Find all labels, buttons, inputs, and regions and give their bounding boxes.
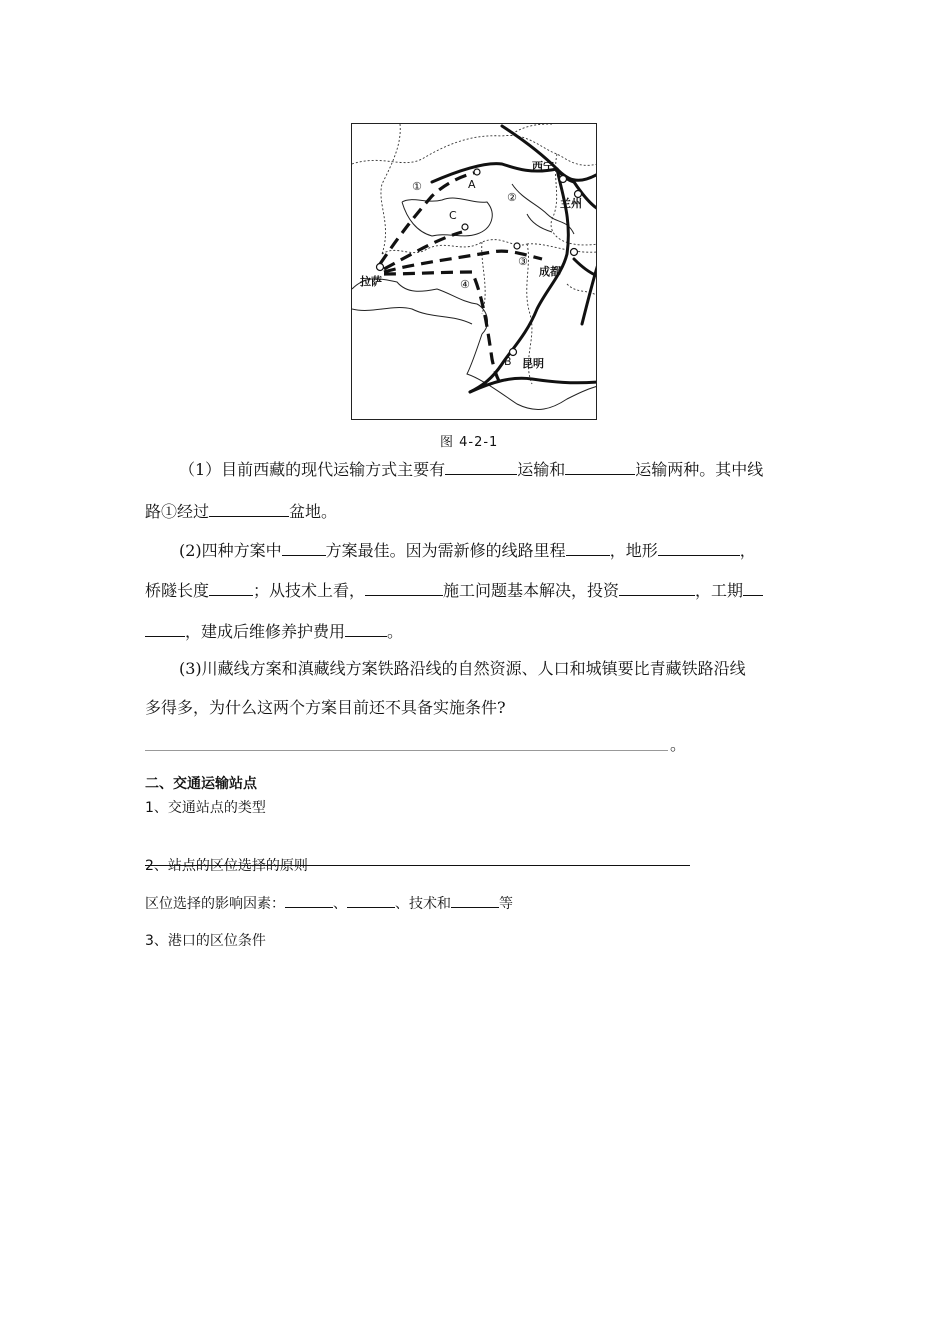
q2-text-1: (2)四种方案中 <box>179 541 282 560</box>
factors-suffix: 等 <box>499 896 513 912</box>
answer-blank[interactable] <box>743 581 763 596</box>
answer-blank[interactable] <box>209 502 289 517</box>
answer-blank[interactable] <box>285 895 333 908</box>
label-point-b: B <box>504 355 512 368</box>
answer-blank[interactable] <box>451 895 499 908</box>
question-1-line-1 <box>179 460 763 478</box>
section-item-2: 2、站点的区位选择的原则 <box>145 858 308 874</box>
question-3-line-1: (3)川藏线方案和滇藏线方案铁路沿线的自然资源、人口和城镇要比青藏铁路沿线 <box>179 659 746 678</box>
question-2-line-2 <box>145 581 763 599</box>
answer-blank[interactable] <box>565 460 635 475</box>
section-heading: 二、交通运输站点 <box>145 776 257 792</box>
label-xining: 西宁 <box>532 160 554 173</box>
label-route-3: ③ <box>518 255 528 268</box>
separator: 、 <box>333 896 347 912</box>
q2-text-5: 桥隧长度 <box>145 581 210 600</box>
question-3-line-2: 多得多，为什么这两个方案目前还不具备实施条件? <box>145 698 506 717</box>
section-item-3: 3、港口的区位条件 <box>145 933 266 949</box>
question-2-line-1 <box>179 541 756 559</box>
factors-label: 区位选择的影响因素： <box>145 896 285 912</box>
label-kunming: 昆明 <box>522 357 544 370</box>
strike-line <box>145 865 690 866</box>
section-item-1: 1、交通站点的类型 <box>145 800 266 816</box>
question-1-line-2 <box>145 502 337 520</box>
answer-end-mark: 。 <box>670 735 687 754</box>
label-chengdu: 成都 <box>539 265 561 278</box>
label-route-4: ④ <box>460 278 470 291</box>
label-lanzhou: 兰州 <box>560 197 582 210</box>
label-route-1: ① <box>412 180 422 193</box>
answer-blank[interactable] <box>365 581 443 596</box>
figure-caption: 图 4-2-1 <box>440 435 499 450</box>
label-point-a: A <box>468 178 476 191</box>
answer-blank[interactable] <box>282 541 326 556</box>
answer-blank[interactable] <box>345 622 387 637</box>
answer-blank[interactable] <box>445 460 517 475</box>
answer-line[interactable] <box>145 750 668 751</box>
q2-text-8: ，工期 <box>695 581 744 600</box>
separator: 、技术和 <box>395 896 451 912</box>
label-lhasa: 拉萨 <box>360 275 382 288</box>
q2-text-3: ，地形 <box>609 541 658 560</box>
answer-blank[interactable] <box>209 581 253 596</box>
location-factors-line <box>145 893 513 913</box>
question-2-line-3 <box>145 622 403 640</box>
q1-text-4: 路①经过 <box>145 502 210 521</box>
q2-text-10: 。 <box>387 622 404 641</box>
q1-text-2: 运输和 <box>517 460 566 479</box>
answer-blank[interactable] <box>145 622 185 637</box>
railway-map-figure <box>351 123 597 420</box>
label-route-2: ② <box>507 191 517 204</box>
answer-blank[interactable] <box>566 541 610 556</box>
q2-text-9: ，建成后维修养护费用 <box>185 622 346 641</box>
answer-blank[interactable] <box>619 581 695 596</box>
province-boundaries <box>352 124 597 384</box>
city-markers <box>377 169 582 356</box>
q2-text-4: ， <box>739 541 756 560</box>
region-borders <box>352 184 597 409</box>
answer-blank[interactable] <box>658 541 740 556</box>
answer-blank[interactable] <box>347 895 395 908</box>
label-point-c: C <box>449 209 457 222</box>
q1-text-3: 运输两种。其中线 <box>635 460 764 479</box>
q2-text-7: 施工问题基本解决，投资 <box>443 581 620 600</box>
q2-text-2: 方案最佳。因为需新修的线路里程 <box>325 541 566 560</box>
q1-text-1: （1）目前西藏的现代运输方式主要有 <box>179 460 446 479</box>
q1-text-5: 盆地。 <box>289 502 338 521</box>
q2-text-6: ；从技术上看， <box>253 581 366 600</box>
